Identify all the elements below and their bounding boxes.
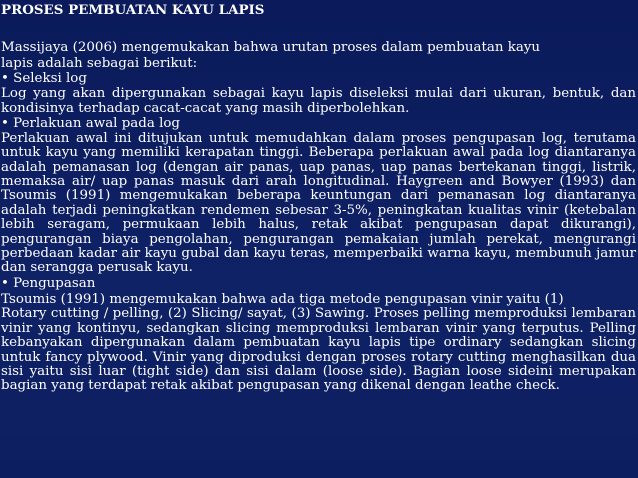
bullet-perlakuan-awal: • Perlakuan awal pada log [1, 116, 181, 131]
bullet-seleksi-log: • Seleksi log [1, 71, 87, 87]
pengupasan-intro: Tsoumis (1991) mengemukakan bahwa ada tiga metode pengupasan vinir yaitu (1) [1, 291, 564, 307]
paragraph-seleksi-log: Log yang akan dipergunakan sebagai kayu lapis diseleksi mulai dari ukuran, bentuk, dan kondisinya terhadap cacat-cacat yang masih diperbolehkan. [1, 86, 636, 116]
intro-line-1: Massijaya (2006) mengemukakan bahwa urutan proses dalam pembuatan kayu [1, 39, 540, 55]
paragraph-pengupasan: Rotary cutting / pelling, (2) Slicing/ sayat, (3) Sawing. Proses pelling memproduksi lembaran vinir yang kontinyu, sedangkan slicing memproduksi lembaran vinir yang terputus. Pelling kebanyakan dipergunakan dalam pembuatan kayu lapis tipe ordinary sedangkan slicing untuk fancy plywood. Vinir yang diproduksi dengan proses rotary cutting menghasilkan dua sisi yaitu sisi luar (tight side) dan sisi dalam (loose side). Bagian loose sideini merupakan bagian yang terdapat retak akibat pengupasan yang dikenal dengan leathe check. [1, 306, 636, 394]
paragraph-perlakuan-awal: Perlakuan awal ini ditujukan untuk memudahkan dalam proses pengupasan log, terutama untuk kayu yang memiliki kerapatan tinggi. Beberapa perlakuan awal pada log diantaranya adalah pemanasan log (dengan air panas, uap panas, uap panas bertekanan tinggi, listrik, memaksa air/ uap panas masuk dari arah longitudinal. Haygreen and Bowyer (1993) dan Tsoumis (1991) mengemukakan beberapa keuntungan dari pemanasan log diantaranya adalah terjadi peningkatkan rendemen sebesar 3-5%, peningkatan kualitas vinir (ketebalan lebih seragam, permukaan lebih halus, retak akibat pengupasan dapat dikurangi), pengurangan biaya pengolahan, pengurangan pemakaian jumlah perekat, mengurangi perbedaan kadar air kayu gubal dan kayu teras, memperbaiki warna kayu, membunuh jamur dan serangga perusak kayu. [1, 130, 636, 276]
bullet-pengupasan: • Pengupasan [1, 275, 96, 291]
slide-title: PROSES PEMBUATAN KAYU LAPIS [1, 2, 265, 18]
intro-line-2: lapis adalah sebagai berikut: [1, 55, 198, 71]
